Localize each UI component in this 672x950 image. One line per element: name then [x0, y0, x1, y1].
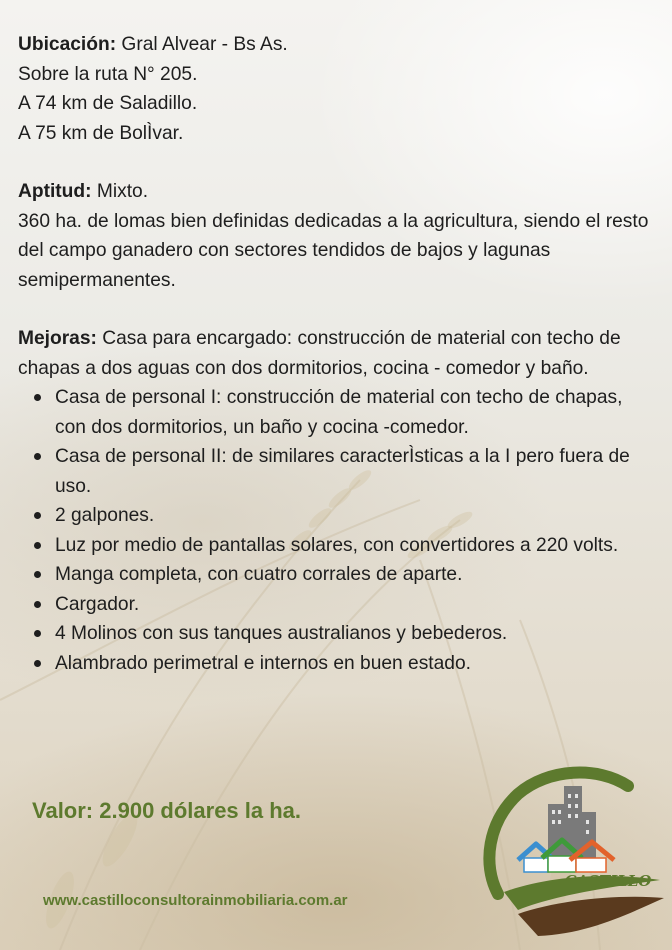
list-item: Luz por medio de pantallas solares, con convertidores a 220 volts.: [55, 531, 658, 561]
list-item: Casa de personal I: construcción de material con techo de chapas, con dos dormitorios, un baño y cocina -comedor.: [55, 383, 658, 442]
list-item: Manga completa, con cuatro corrales de aparte.: [55, 560, 658, 590]
aptitude-line: [18, 177, 658, 207]
location-distance-bolivar: A 75 km de BolÌvar.: [18, 122, 184, 144]
website-link[interactable]: www.castilloconsultorainmobiliaria.com.ar: [43, 892, 348, 909]
price-text: Valor: 2.900 dólares la ha.: [32, 798, 302, 823]
houses-icon: [518, 840, 614, 872]
logo-brown-swoosh: [518, 897, 664, 936]
list-item: Alambrado perimetral e internos en buen estado.: [55, 649, 658, 679]
list-item: 2 galpones.: [55, 501, 658, 531]
list-item: Cargador.: [55, 590, 658, 620]
aptitude-label: Aptitud:: [18, 181, 92, 202]
location-value: Gral Alvear - Bs As.: [116, 34, 288, 55]
improvements-intro: [18, 324, 658, 383]
aptitude-description: 360 ha. de lomas bien definidas dedicadas a la agricultura, siendo el resto del campo ganadero con sectores tendidos de bajos y lagunas semipermanentes.: [18, 210, 649, 291]
property-description: [18, 30, 658, 678]
castillo-logo: [478, 764, 668, 944]
improvements-list: [18, 383, 658, 678]
improvements-intro-text: Casa para encargado: construcción de material con techo de chapas a dos aguas con dos dormitorios, cocina - comedor y baño.: [18, 328, 621, 379]
improvements-label: Mejoras:: [18, 328, 97, 349]
aptitude-value: Mixto.: [91, 181, 149, 202]
list-item: Casa de personal II: de similares caracterÌsticas a la I pero fuera de uso.: [55, 442, 658, 501]
location-label: Ubicación:: [18, 34, 117, 55]
location-line: [18, 30, 658, 60]
location-route: Sobre la ruta N° 205.: [18, 63, 198, 85]
location-distance-saladillo: A 74 km de Saladillo.: [18, 93, 198, 114]
list-item: 4 Molinos con sus tanques australianos y bebederos.: [55, 619, 658, 649]
